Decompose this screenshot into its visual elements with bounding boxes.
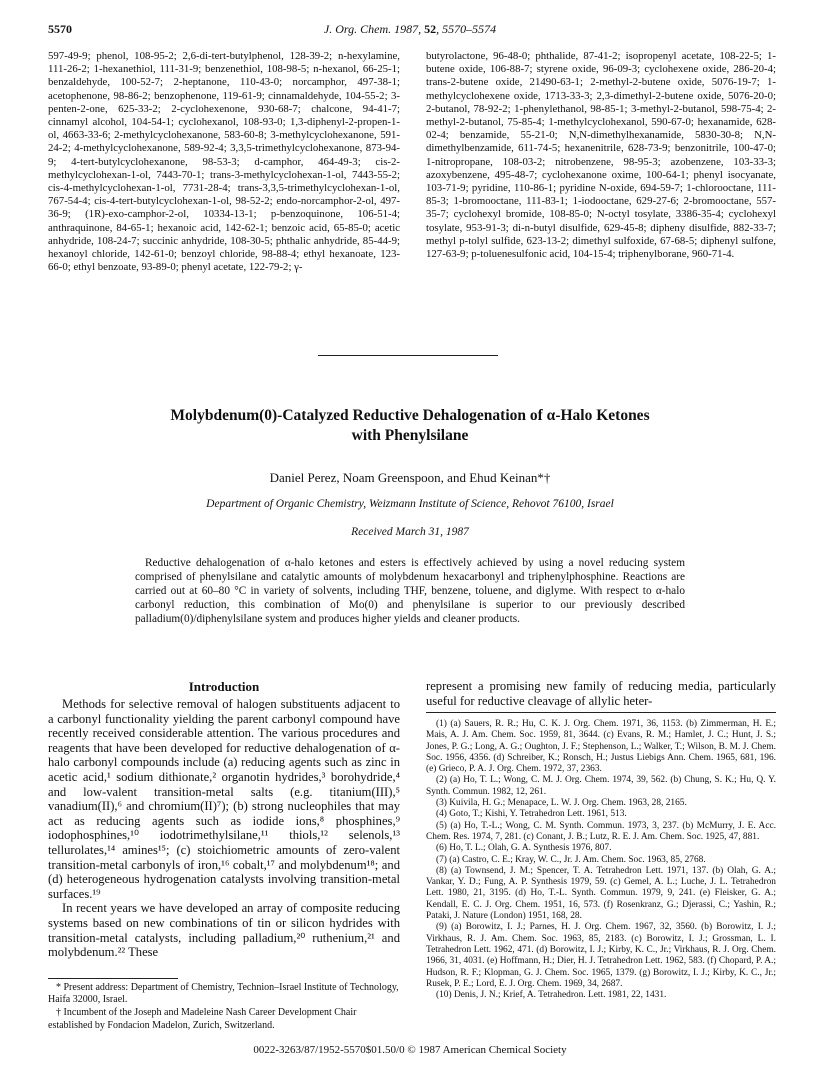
- article-title: [110, 406, 710, 446]
- article-title-line-2: with Phenylsilane: [351, 427, 469, 444]
- intro-paragraph-1: Methods for selective removal of halogen substituents adjacent to a carbonyl functionality yielding the parent carbonyl compound have recently received considerable attention. The various procedures and reagents that have been developed for reductive dehalogenation of α-halo carbonyl compounds include (a) reducing agents such as zinc in acetic acid,¹ sodium dithionate,² organotin hydrides,³ borohydride,⁴ and low-valent transition-metal salts (e.g. titanium(III),⁵ vanadium(II),⁶ and chromium(II)⁷); (b) strong nucleophiles that may act as reducing agents such as iodide ions,⁸ phosphines,⁹ iodophosphines,¹⁰ iodotrimethylsilane,¹¹ thiols,¹² selenols,¹³ tellurolates,¹⁴ amines¹⁵; (c) stoichiometric amounts of zero-valent transition-metal carbonyls of iron,¹⁶ cobalt,¹⁷ and molybdenum¹⁸; and (d) heterogeneous hydrogenation catalysts involving transition-metal surfaces.¹⁹: [48, 697, 400, 901]
- reference-item: (1) (a) Sauers, R. R.; Hu, C. K. J. Org. Chem. 1971, 36, 1153. (b) Zimmerman, H. E.; Mais, A. J. Am. Chem. Soc. 1959, 81, 3644. (c) Evans, R. M.; Hamlet, J. C.; Hunt, J. S.; Jones, P. G.; Long, A. G.; Oughton, J. F.; Stephenson, L.; Walker, T.; Wilson, B. M. J. Chem. Soc. 1956, 4356. (d) Schreiber, K.; Ronsch, H.; Justus Liebigs Ann. Chem. 1965, 681, 196. (e) Grieco, P. A. J. Org. Chem. 1972, 37, 2363.: [426, 719, 776, 775]
- footnote-divider: [48, 978, 178, 979]
- section-heading-introduction: Introduction: [188, 679, 260, 694]
- reference-item: (2) (a) Ho, T. L.; Wong, C. M. J. Org. Chem. 1974, 39, 562. (b) Chung, S. K.; Hu, Q. Y. Synth. Commun. 1982, 12, 261.: [426, 775, 776, 797]
- reference-item: (5) (a) Ho, T.-L.; Wong, C. M. Synth. Commun. 1973, 3, 237. (b) McMurry, J. E. Acc. Chem. Res. 1974, 7, 281. (c) Conant, J. B.; Lutz, R. E. J. Am. Chem. Soc. 1925, 47, 881.: [426, 820, 776, 842]
- affiliation: Department of Organic Chemistry, Weizmann Institute of Science, Rehovot 76100, Israel: [206, 498, 614, 510]
- reference-item: (7) (a) Castro, C. E.; Kray, W. C., Jr. J. Am. Chem. Soc. 1963, 85, 2768.: [436, 854, 706, 865]
- journal-citation: [48, 22, 772, 37]
- introduction-continued: represent a promising new family of reducing media, particularly useful for reductive cleavage of allylic heter-: [426, 679, 776, 708]
- registry-numbers-right: butyrolactone, 96-48-0; phthalide, 87-41-2; isopropenyl acetate, 108-22-5; 1-butene oxide, 106-88-7; styrene oxide, 96-09-3; cyclohexene oxide, 286-20-4; trans-2-butene oxide, 21490-63-1; 2-methyl-2-butene oxide, 5076-19-7; 1-methylcyclohexene oxide, 1713-33-3; 2,3-dimethyl-2-butene oxide, 5076-20-0; 2-butanol, 78-92-2; 1-phenylethanol, 98-85-1; 3-methyl-2-butanol, 598-75-4; 2-methyl-2-butanol, 75-85-4; 1-methylcyclohexanol, 590-67-0; hexanamide, 628-02-4; benzamide, 55-21-0; N,N-dimethylhexanamide, 5830-30-8; N,N-dimethylbenzamide, 611-74-5; hexanenitrile, 628-73-9; benzonitrile, 100-47-0; 1-nitropropane, 108-03-2; nitrobenzene, 98-95-3; azobenzene, 103-33-3; azoxybenzene, 495-48-7; cyclohexanone oxime, 100-64-1; phenyl isocyanate, 103-71-9; pyridine, 110-86-1; pyridine N-oxide, 694-59-7; 1-chlorooctane, 111-85-3; 1-bromooctane, 111-83-1; 1-iodooctane, 629-27-6; 2-bromooctane, 557-35-7; cyclohexyl bromide, 108-85-0; N-octyl tosylate, 3386-35-4; cyclohexyl tosylate, 953-91-3; di-n-butyl disulfide, 629-45-8; dipheny disulfide, 882-33-7; methyl p-tolyl sulfide, 623-13-2; dimethyl sulfoxide, 67-68-5; diphenyl sulfone, 127-63-9; p-toluenesulfonic acid, 104-15-4; triphenylborane, 960-71-4.: [426, 50, 776, 261]
- reference-item: (9) (a) Borowitz, I. J.; Parnes, H. J. Org. Chem. 1967, 32, 3560. (b) Borowitz, I. J.; Virkhaus, R. J. Am. Chem. Soc. 1963, 85, 2183. (c) Borowitz, I. J.; Grossman, L. I. Tetrahedron Lett. 1962, 471. (d) Borowitz, I. J.; Kirby, K. C., Jr.; Virkhaus, R. J. Org. Chem. 1966, 31, 4031. (e) Hoffmann, H.; Dier, H. J. Tetrahedron Lett. 1962, 583. (f) Chopard, P. A.; Hudson, R. F.; Klopman, G. J. Chem. Soc. 1965, 1379. (g) Borowitz, I. J.; Kirby, K. C., Jr.; Rusek, P. E.; Lord, E. J. Org. Chem. 1969, 34, 2687.: [426, 922, 776, 989]
- copyright-footer: 0022-3263/87/1952-5570$01.50/0 © 1987 American Chemical Society: [253, 1044, 567, 1056]
- received-date: Received March 31, 1987: [351, 526, 469, 538]
- reference-list: [426, 719, 776, 1001]
- journal-volume: 52: [424, 22, 437, 36]
- abstract: Reductive dehalogenation of α-halo ketones and esters is effectively achieved by using a novel reducing system comprised of phenylsilane and catalytic amounts of molybdenum hexacarbonyl and triphenylphosphine. Reactions are carried out at 60–80 °C in variety of solvents, including THF, benzene, toluene, and diglyme. With respect to α-halo carbonyl reduction, this combination of Mo(0) and phenylsilane is superior to our previously described palladium(0)/diphenylsilane system and produces higher yields and cleaner products.: [135, 557, 685, 625]
- reference-item: (6) Ho, T. L.; Olah, G. A. Synthesis 1976, 807.: [436, 843, 612, 854]
- page-number: 5570: [48, 22, 72, 36]
- journal-pages: , 5570–5574: [436, 22, 497, 36]
- reference-item: (3) Kuivila, H. G.; Menapace, L. W. J. Org. Chem. 1963, 28, 2165.: [436, 798, 687, 809]
- reference-item: (10) Denis, J. N.; Krief, A. Tetrahedron. Lett. 1981, 22, 1431.: [436, 990, 667, 1001]
- running-header: [48, 22, 772, 38]
- intro-paragraph-2: In recent years we have developed an array of composite reducing systems based on new combinations of tin or silicon hydrides with transition-metal catalysts, including palladium,²⁰ ruthenium,²¹ and molybdenum.²² These: [48, 901, 400, 960]
- journal-year: 1987,: [394, 22, 425, 36]
- author-list: Daniel Perez, Noam Greenspoon, and Ehud Keinan*†: [269, 470, 551, 485]
- reference-item: (4) Goto, T.; Kishi, Y. Tetrahedron Lett. 1961, 513.: [436, 809, 627, 820]
- introduction-body: [48, 697, 400, 960]
- reference-item: (8) (a) Townsend, J. M.; Spencer, T. A. Tetrahedron Lett. 1971, 137. (b) Olah, G. A.; Vankar, Y. D.; Fung, A. P. Synthesis 1979, 59. (c) Gemel, A. L.; Luche, J. L. Tetrahedron Lett. 1980, 21, 3195. (d) Ho, T.-L. Synth. Commun. 1979, 9, 241. (e) Fleisker, G. A.; Kendall, E. C. J. Org. Chem. 1951, 16, 573. (f) Rosenkranz, G.; Djerassi, C.; Yashin, R.; Pataki, J. Nature (London) 1951, 168, 28.: [426, 865, 776, 922]
- article-title-line-1: Molybdenum(0)-Catalyzed Reductive Dehalogenation of α-Halo Ketones: [170, 407, 650, 424]
- author-footnotes: [48, 982, 400, 1033]
- section-divider: [318, 355, 498, 356]
- references-divider: [426, 712, 776, 713]
- journal-title: J. Org. Chem.: [323, 22, 392, 36]
- registry-numbers-left: 597-49-9; phenol, 108-95-2; 2,6-di-tert-butylphenol, 128-39-2; n-hexylamine, 111-26-2; 1-hexanethiol, 111-31-9; benzenethiol, 108-98-5; n-hexanol, 66-25-1; benzaldehyde, 100-52-7; 2-heptanone, 110-43-0; norcamphor, 497-38-1; acetophenone, 98-86-2; benzophenone, 119-61-9; cinnamaldehyde, 104-55-2; 3-penten-2-one, 625-33-2; 2-cyclohexenone, 930-68-7; chalcone, 94-41-7; cinnamyl alcohol, 104-54-1; cyclohexanol, 108-93-0; 1,3-diphenyl-2-propen-1-ol, 4663-33-6; 2-methylcyclohexanone, 583-60-8; 3-methylcyclohexanone, 591-24-2; 4-methylcyclohexanone, 589-92-4; 3,3,5-trimethylcyclohexanone, 873-94-9; 4-tert-butylcyclohexanone, 98-53-3; d-camphor, 464-49-3; cis-2-methylcyclohexan-1-ol, 7443-70-1; trans-3-methylcyclohexan-1-ol, 7443-55-2; cis-4-methylcyclohexan-1-ol, 7731-28-4; trans-3,3,5-trimethylcyclohexan-1-ol, 767-54-4; cis-4-tert-butylcyclohexan-1-ol, 98-52-2; endo-norcamphor-2-ol, 497-36-9; (1R)-exo-camphor-2-ol, 10334-13-1; p-benzoquinone, 106-51-4; anthraquinone, 84-65-1; hexanoic acid, 142-62-1; benzoic acid, 65-85-0; acetic anhydride, 108-24-7; succinic anhydride, 108-30-5; phthalic anhydride, 85-44-9; hexanoyl chloride, 142-61-0; benzoyl chloride, 98-88-4; ethyl hexanoate, 123-66-0; ethyl benzoate, 93-89-0; phenyl acetate, 122-79-2; γ-: [48, 50, 400, 274]
- footnote-present-address: * Present address: Department of Chemistry, Technion–Israel Institute of Technology, Haifa 32000, Israel.: [48, 982, 399, 1006]
- footnote-incumbent: † Incumbent of the Joseph and Madeleine Nash Career Development Chair established by Fondacion Madelon, Zurich, Switzerland.: [48, 1007, 357, 1031]
